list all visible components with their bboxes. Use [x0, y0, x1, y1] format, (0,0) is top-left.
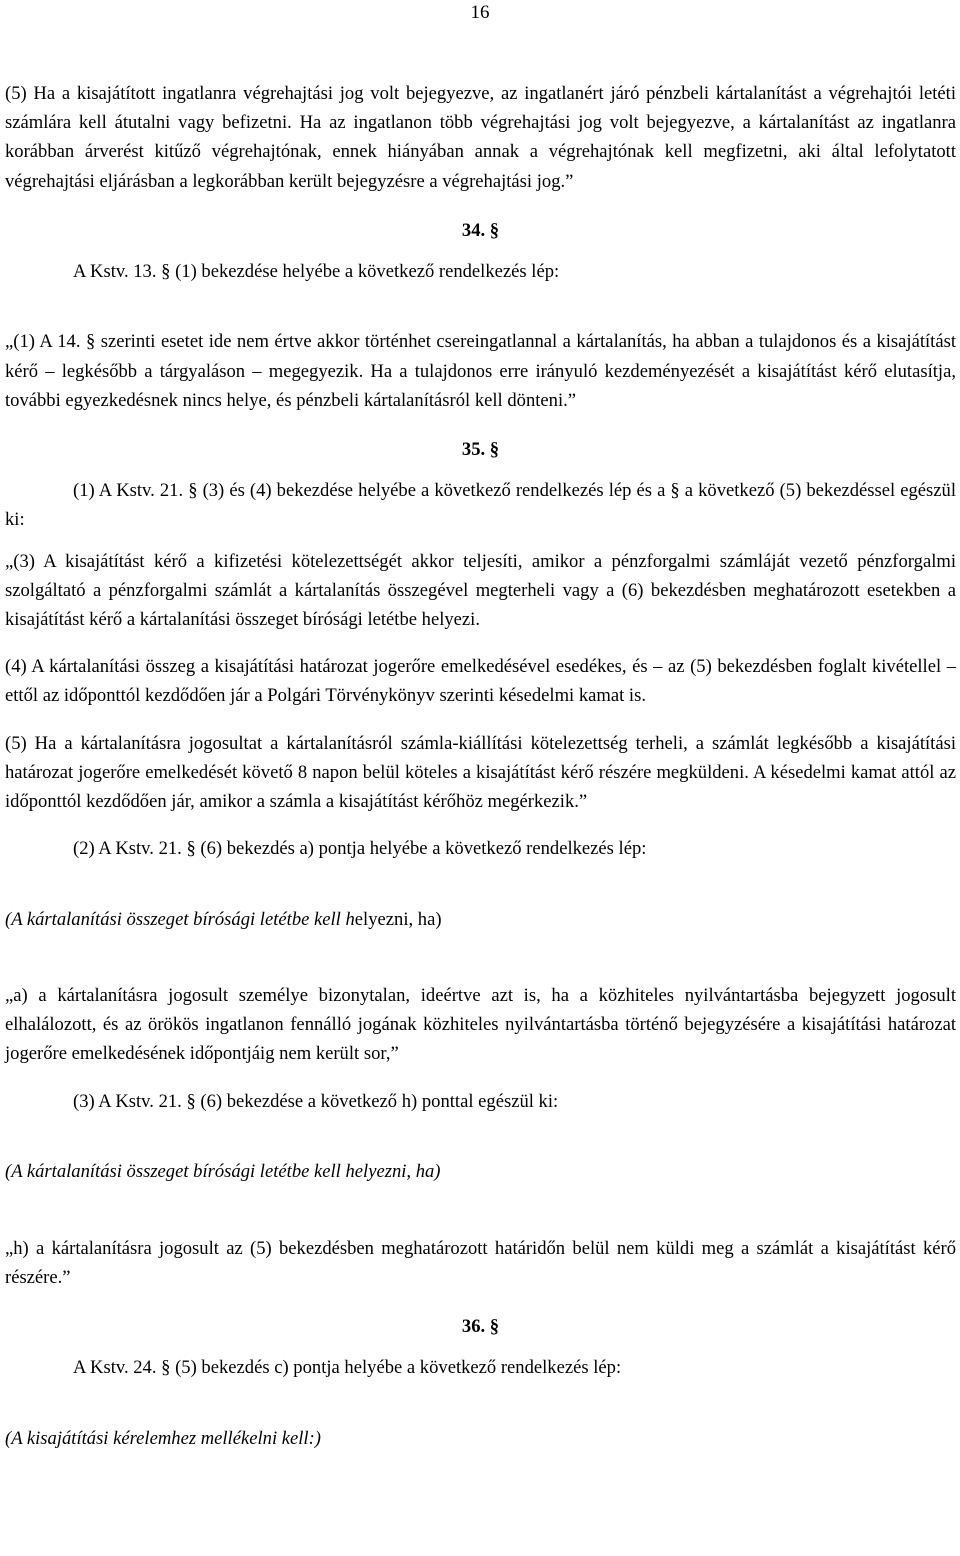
paragraph-point-h: „h) a kártalanításra jogosult az (5) bekezdésben meghatározott határidőn belül nem küldi meg a számlát a kisajátítást kérő részére.”: [5, 1237, 956, 1288]
paragraph-context-letet-2: (A kártalanítási összeget bírósági letétbe kell helyezni, ha): [5, 1161, 441, 1183]
paragraph-kstv-24: A Kstv. 24. § (5) bekezdés c) pontja helyébe a következő rendelkezés lép:: [73, 1357, 622, 1379]
paragraph-21-4: (4) A kártalanítási összeg a kisajátítási határozat jogerőre emelkedésével esedékes, és – az (5) bekezdésben foglalt kivétellel – ettől az időponttól kezdődően jár a Polgári Törvénykönyv szerinti késedelmi kamat is.: [5, 656, 956, 707]
paragraph-kstv-13: A Kstv. 13. § (1) bekezdése helyébe a következő rendelkezés lép:: [73, 261, 560, 283]
paragraph-kstv-21-6-h: (3) A Kstv. 21. § (6) bekezdése a következő h) ponttal egészül ki:: [73, 1090, 559, 1112]
paragraph-context-letet: [5, 905, 956, 963]
document-body: [5, 79, 956, 1482]
section-heading-36: 36. §: [461, 1315, 500, 1337]
paragraph-21-5: (5) Ha a kártalanításra jogosultat a kártalanításról számla-kiállítási kötelezettség terheli, a számlát legkésőbb a kisajátítási határozat jogerőre emelkedését követő 8 napon belül köteles a kisajátítást kérő részére megküldeni. A késedelmi kamat attól az időponttól kezdődően jár, amikor a számla a kisajátítást kérőhöz megérkezik.”: [5, 732, 956, 813]
paragraph-kisajatitott-ingatlan: (5) Ha a kisajátított ingatlanra végrehajtási jog volt bejegyezve, az ingatlanért járó pénzbeli kártalanítást a végrehajtói letéti számlára kell átutalni vagy befizetni. Ha az ingatlanon több végrehajtási jog volt bejegyezve, a kártalanítást az ingatlanra korábban árverést kitűző végrehajtónak, ennek hiányában annak a végrehajtónak kell megfizetni, aki által lefolytatott végrehajtási eljárásban a legkorábban került bejegyzésre a végrehajtási jog.”: [5, 83, 956, 192]
section-heading-34: 34. §: [461, 219, 500, 241]
paragraph-csereingatlan: „(1) A 14. § szerinti esetet ide nem értve akkor történhet csereingatlannal a kártalanítás, ha abban a tulajdonos és a kisajátítást kérő – legkésőbb a tárgyaláson – megegyezik. Ha a tulajdonos erre irányuló kezdeményezését a kisajátítást kérő elutasítja, további egyezkedésnek nincs helye, és pénzbeli kártalanításról kell dönteni.”: [5, 331, 956, 411]
section-heading-35: 35. §: [461, 439, 500, 461]
paragraph-21-3: „(3) A kisajátítást kérő a kifizetési kötelezettségét akkor teljesíti, amikor a pénzforgalmi számláját vezető pénzforgalmi szolgáltató a pénzforgalmi számlát a kártalanítás összegével megterheli vagy a (6) bekezdésben meghatározott esetekben a kisajátítást kérő a kártalanítási összeget bírósági letétbe helyezi.: [5, 550, 956, 631]
paragraph-context-kerelem: (A kisajátítási kérelemhez mellékelni kell:): [5, 1427, 321, 1449]
paragraph-kstv-21-6-a: (2) A Kstv. 21. § (6) bekezdés a) pontja helyébe a következő rendelkezés lép:: [73, 838, 647, 860]
context-normal-text: elyezni, ha): [354, 908, 442, 930]
paragraph-point-a: „a) a kártalanításra jogosult személye bizonytalan, ideértve azt is, ha a közhiteles nyilvántartásba bejegyzett jogosult elhalálozott, és az örökös ingatlanon fennálló jogának közhiteles nyilvántartásba történő bejegyzésére a kisajátítási határozat jogerőre emelkedésének időpontjáig nem került sor,”: [5, 985, 956, 1065]
context-italic-text: (A kártalanítási összeget bírósági letétbe kell h: [5, 908, 355, 930]
paragraph-kstv-21-amend: (1) A Kstv. 21. § (3) és (4) bekezdése helyébe a következő rendelkezés lép és a § a következő (5) bekezdéssel egészül ki:: [5, 480, 956, 531]
page-number: 16: [470, 2, 490, 23]
